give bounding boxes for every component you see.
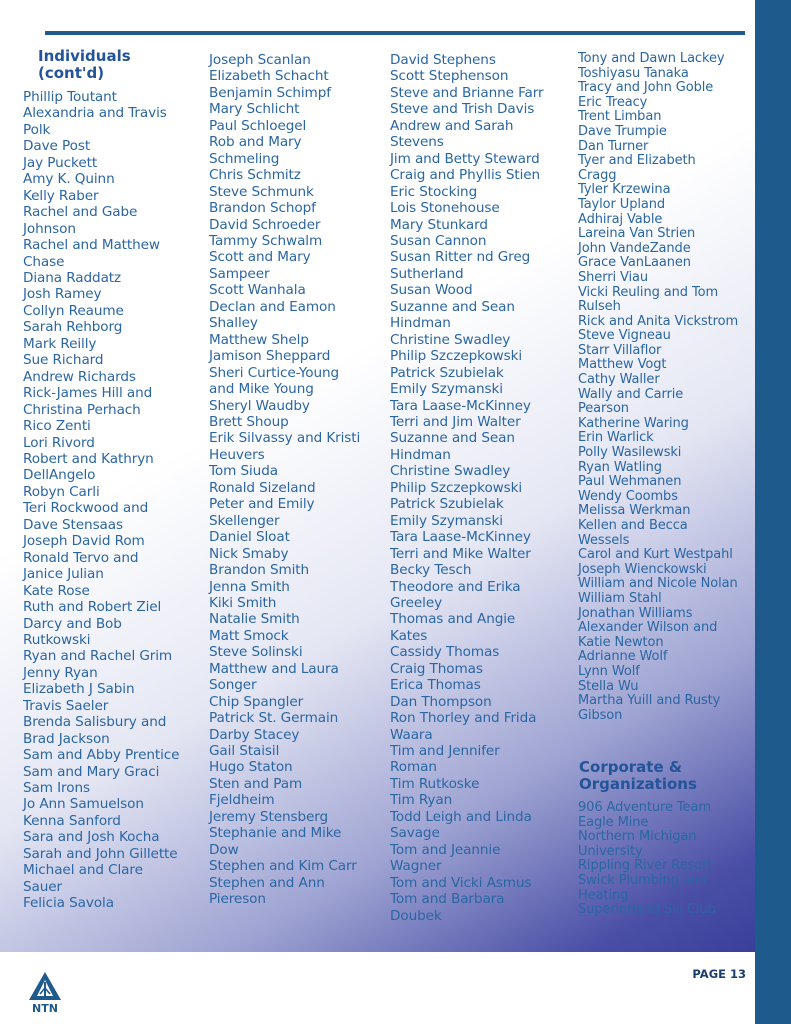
donor-name: Steve and Trish Davis bbox=[390, 101, 535, 118]
donor-name: Christine Swadley bbox=[390, 331, 511, 348]
ntn-logo bbox=[27, 970, 63, 1016]
donor-name: Teri Rockwood and bbox=[23, 500, 149, 517]
donor-name: Brenda Salisbury and bbox=[23, 714, 167, 731]
donor-name: Roman bbox=[390, 759, 437, 776]
donor-name: Tim Rutkoske bbox=[390, 775, 480, 792]
donor-name: Tom and Barbara bbox=[390, 891, 505, 908]
donor-name: Jonathan Williams bbox=[578, 605, 693, 621]
donor-name: Scott Wanhala bbox=[209, 282, 306, 299]
donor-name: Piereson bbox=[209, 891, 266, 908]
donor-name: Janice Julian bbox=[23, 566, 104, 583]
donor-name: Alexander Wilson and bbox=[578, 620, 718, 636]
donor-name: Scott Stephenson bbox=[390, 68, 509, 85]
donor-name: Steve Schmunk bbox=[209, 183, 314, 200]
footer bbox=[0, 952, 755, 1024]
donor-name: Todd Leigh and Linda bbox=[390, 808, 532, 825]
donor-name: Darcy and Bob bbox=[23, 615, 122, 632]
donor-name: Rippling River Resort bbox=[578, 858, 713, 874]
donor-name: Patrick Szubielak bbox=[390, 496, 504, 513]
donor-name: Brad Jackson bbox=[23, 730, 110, 747]
donor-name: Dave Post bbox=[23, 138, 91, 155]
donor-name: Matthew Vogt bbox=[578, 357, 667, 373]
donor-name: Ronald Tervo and bbox=[23, 549, 139, 566]
donor-name: Stella Wu bbox=[578, 678, 639, 694]
donor-name: Peter and Emily bbox=[209, 496, 315, 513]
donor-name: Robyn Carli bbox=[23, 483, 100, 500]
donor-name: Sam and Mary Graci bbox=[23, 763, 160, 780]
donor-name: Taylor Upland bbox=[578, 196, 666, 212]
donor-name: Waara bbox=[390, 726, 433, 743]
donor-name: Lareina Van Strien bbox=[578, 226, 696, 242]
donor-name: Amy K. Quinn bbox=[23, 171, 115, 188]
donor-name: Sara and Josh Kocha bbox=[23, 829, 160, 846]
donor-name: Susan Ritter nd Greg bbox=[390, 249, 531, 266]
right-accent-bar bbox=[755, 0, 791, 1024]
donor-name: University bbox=[578, 843, 643, 859]
donor-name: Mary Schlicht bbox=[209, 101, 300, 118]
donor-name: Dave Trumpie bbox=[578, 123, 667, 139]
donor-name: Sue Richard bbox=[23, 352, 104, 369]
donor-name: Heuvers bbox=[209, 446, 265, 463]
donor-column-3 bbox=[390, 52, 544, 924]
donor-name: Steve and Brianne Farr bbox=[390, 84, 544, 101]
donor-name: Jenny Ryan bbox=[23, 664, 98, 681]
donor-name: Lois Stonehouse bbox=[390, 200, 500, 217]
donor-name: Tom Siuda bbox=[209, 463, 278, 480]
donor-name: Eagle Mine bbox=[578, 814, 649, 830]
donor-name: Wagner bbox=[390, 858, 442, 875]
donor-name: Kellen and Becca bbox=[578, 518, 688, 533]
donor-name: Suzanne and Sean bbox=[390, 430, 515, 447]
donor-name: Polly Wasilewski bbox=[578, 445, 682, 461]
donor-name: Ryan and Rachel Grim bbox=[23, 648, 173, 665]
donor-name: Tara Laase-McKinney bbox=[390, 529, 531, 546]
donor-name: Wendy Coombs bbox=[578, 488, 678, 504]
donor-name: Brandon Schopf bbox=[209, 200, 316, 217]
donor-name: Rachel and Matthew bbox=[23, 237, 160, 254]
donor-name: Stephanie and Mike bbox=[209, 825, 342, 842]
donor-name: Tom and Jeannie bbox=[390, 841, 501, 858]
donor-name: 906 Adventure Team bbox=[578, 800, 711, 815]
donor-name: Doubek bbox=[390, 907, 442, 924]
donor-name: Eric Stocking bbox=[390, 183, 478, 200]
donor-name: Cassidy Thomas bbox=[390, 644, 500, 661]
donor-name: Lynn Wolf bbox=[578, 663, 640, 679]
donor-name: Jo Ann Samuelson bbox=[23, 796, 144, 813]
donor-name: Lori Rivord bbox=[23, 434, 95, 451]
donor-name: Erin Warlick bbox=[578, 430, 654, 446]
donor-name: Melissa Werkman bbox=[578, 503, 691, 519]
donor-name: Rutkowski bbox=[23, 631, 91, 648]
donor-name: Erik Silvassy and Kristi bbox=[209, 430, 361, 447]
donor-name: Elizabeth J Sabin bbox=[23, 681, 135, 698]
donor-name: Sutherland bbox=[390, 265, 464, 282]
donor-name: Kiki Smith bbox=[209, 594, 277, 611]
donor-name: Sauer bbox=[23, 878, 63, 895]
donor-name: Darby Stacey bbox=[209, 726, 300, 743]
donor-name: Shalley bbox=[209, 315, 258, 332]
donor-name: Mary Stunkard bbox=[390, 216, 488, 233]
donor-name: Theodore and Erika bbox=[390, 578, 521, 595]
top-divider bbox=[45, 31, 745, 35]
donor-name: Kates bbox=[390, 627, 428, 644]
donor-name: Jim and Betty Steward bbox=[390, 150, 540, 167]
donor-name: Sarah Rehborg bbox=[23, 319, 123, 336]
donor-name: Brandon Smith bbox=[209, 562, 310, 579]
donor-name: Stevens bbox=[390, 134, 444, 151]
donor-name: Wessels bbox=[578, 532, 630, 548]
donor-name: Steve Solinski bbox=[209, 644, 303, 661]
donor-name: Tammy Schwalm bbox=[209, 232, 323, 249]
donor-name: Kelly Raber bbox=[23, 187, 99, 204]
donor-name: Tyer and Elizabeth bbox=[578, 153, 696, 169]
donor-name: Hugo Staton bbox=[209, 759, 293, 776]
donor-name: Fjeldheim bbox=[209, 792, 275, 809]
corporate-heading-line1: Corporate & bbox=[579, 758, 682, 776]
donor-name: Terri and Mike Walter bbox=[390, 545, 531, 562]
donor-name: Pearson bbox=[578, 401, 629, 417]
donor-name: Philip Szczepkowski bbox=[390, 348, 523, 365]
corporate-list bbox=[578, 801, 716, 918]
donor-name: Sam and Abby Prentice bbox=[23, 747, 180, 764]
donor-name: Declan and Eamon bbox=[209, 298, 336, 315]
donor-name: Greeley bbox=[390, 594, 443, 611]
donor-name: Rob and Mary bbox=[209, 134, 302, 151]
donor-name: Chip Spangler bbox=[209, 693, 304, 710]
donor-name: Tim Ryan bbox=[390, 792, 453, 809]
donor-name: Ronald Sizeland bbox=[209, 479, 316, 496]
donor-name: Rachel and Gabe bbox=[23, 204, 138, 221]
donor-name: Tom and Vicki Asmus bbox=[390, 874, 532, 891]
donor-name: Andrew Richards bbox=[23, 368, 136, 385]
donor-column-2 bbox=[209, 52, 360, 908]
donor-name: Chase bbox=[23, 253, 65, 270]
donor-name: Skellenger bbox=[209, 512, 280, 529]
donor-name: David Schroeder bbox=[209, 216, 321, 233]
donor-name: Nick Smaby bbox=[209, 545, 289, 562]
donor-name: Jenna Smith bbox=[209, 578, 290, 595]
donor-name: Diana Raddatz bbox=[23, 269, 122, 286]
donor-name: Carol and Kurt Westpahl bbox=[578, 547, 733, 563]
donor-name: Toshiyasu Tanaka bbox=[578, 65, 689, 81]
donor-name: Josh Ramey bbox=[23, 286, 102, 303]
donor-name: Grace VanLaanen bbox=[578, 255, 691, 271]
donor-name: Sheryl Waudby bbox=[209, 397, 310, 414]
donor-name: Dan Thompson bbox=[390, 693, 492, 710]
logo-text: NTN bbox=[32, 1002, 58, 1015]
donor-name: Gail Staisil bbox=[209, 743, 280, 760]
donor-name: Tony and Dawn Lackey bbox=[578, 51, 725, 66]
donor-name: and Mike Young bbox=[209, 381, 314, 398]
donor-name: Sherri Viau bbox=[578, 269, 649, 285]
donor-name: Ryan Watling bbox=[578, 459, 662, 475]
donor-name: Hindman bbox=[390, 315, 451, 332]
donor-name: Felicia Savola bbox=[23, 895, 114, 912]
donor-name: Emily Szymanski bbox=[390, 381, 503, 398]
tree-icon bbox=[27, 970, 63, 1002]
donor-name: Cragg bbox=[578, 167, 617, 183]
donor-name: Jamison Sheppard bbox=[209, 348, 331, 365]
donor-name: Scott and Mary bbox=[209, 249, 311, 266]
donor-name: William Stahl bbox=[578, 590, 662, 606]
donor-name: Superiorland Ski Club bbox=[578, 902, 716, 918]
donor-name: Ruth and Robert Ziel bbox=[23, 599, 162, 616]
donor-name: Polk bbox=[23, 121, 51, 138]
donor-name: Steve Vigneau bbox=[578, 328, 671, 344]
donor-name: Northern Michigan bbox=[578, 829, 697, 845]
donor-name: Stephen and Kim Carr bbox=[209, 858, 357, 875]
donor-name: Swick Plumbing and bbox=[578, 872, 707, 888]
donor-name: Mark Reilly bbox=[23, 335, 97, 352]
donor-name: Susan Cannon bbox=[390, 232, 487, 249]
donor-name: Adrianne Wolf bbox=[578, 649, 668, 665]
donor-name: William and Nicole Nolan bbox=[578, 576, 738, 592]
donor-name: Paul Wehmanen bbox=[578, 474, 682, 490]
donor-name: Alexandria and Travis bbox=[23, 105, 167, 122]
donor-name: Erica Thomas bbox=[390, 677, 481, 694]
donor-name: Tracy and John Goble bbox=[578, 80, 714, 96]
donor-name: Sarah and John Gillette bbox=[23, 845, 178, 862]
donor-name: Dan Turner bbox=[578, 138, 649, 154]
donor-name: Travis Saeler bbox=[23, 697, 109, 714]
donor-name: Tara Laase-McKinney bbox=[390, 397, 531, 414]
donor-name: Paul Schloegel bbox=[209, 117, 307, 134]
donor-name: DellAngelo bbox=[23, 467, 96, 484]
donor-name: Rico Zenti bbox=[23, 418, 91, 435]
donor-name: Sten and Pam bbox=[209, 775, 303, 792]
donor-name: Kenna Sanford bbox=[23, 812, 121, 829]
donor-name: Thomas and Angie bbox=[390, 611, 516, 628]
donor-name: Sheri Curtice-Young bbox=[209, 364, 340, 381]
donor-name: Brett Shoup bbox=[209, 413, 289, 430]
donor-name: Joseph David Rom bbox=[23, 533, 145, 550]
donor-name: Andrew and Sarah bbox=[390, 117, 514, 134]
individuals-heading bbox=[38, 48, 131, 82]
donor-name: Hindman bbox=[390, 446, 451, 463]
donor-name: Joseph Scanlan bbox=[209, 52, 311, 68]
donor-name: Trent Limban bbox=[578, 109, 662, 125]
donor-name: Gibson bbox=[578, 707, 623, 723]
donor-name: Becky Tesch bbox=[390, 562, 472, 579]
donor-name: Jeremy Stensberg bbox=[209, 808, 329, 825]
donor-name: Ron Thorley and Frida bbox=[390, 710, 537, 727]
page-number: PAGE 13 bbox=[692, 967, 746, 981]
donor-name: Suzanne and Sean bbox=[390, 298, 515, 315]
donor-name: Katie Newton bbox=[578, 634, 664, 650]
donor-name: Philip Szczepkowski bbox=[390, 479, 523, 496]
donor-name: Joseph Wienckowski bbox=[578, 561, 707, 577]
donor-name: Phillip Toutant bbox=[23, 89, 117, 105]
donor-name: David Stephens bbox=[390, 52, 496, 68]
donor-name: Matthew and Laura bbox=[209, 660, 339, 677]
donor-name: Christina Perhach bbox=[23, 401, 141, 418]
donor-name: Robert and Kathryn bbox=[23, 450, 154, 467]
donor-name: Songer bbox=[209, 677, 257, 694]
donor-name: Sam Irons bbox=[23, 780, 90, 797]
donor-name: Collyn Reaume bbox=[23, 302, 124, 319]
donor-name: Chris Schmitz bbox=[209, 167, 301, 184]
donor-name: Christine Swadley bbox=[390, 463, 511, 480]
donor-name: Susan Wood bbox=[390, 282, 473, 299]
donor-name: John VandeZande bbox=[578, 240, 691, 256]
donor-name: Natalie Smith bbox=[209, 611, 300, 628]
donor-name: Starr Villaflor bbox=[578, 342, 662, 358]
donor-name: Katherine Waring bbox=[578, 415, 689, 431]
donor-column-1 bbox=[23, 89, 179, 912]
donor-name: Benjamin Schimpf bbox=[209, 84, 331, 101]
donor-name: Tyler Krzewina bbox=[578, 182, 671, 198]
donor-name: Elizabeth Schacht bbox=[209, 68, 329, 85]
donor-name: Daniel Sloat bbox=[209, 529, 290, 546]
donor-name: Matt Smock bbox=[209, 627, 289, 644]
donor-name: Heating bbox=[578, 887, 629, 903]
donor-column-4 bbox=[578, 52, 738, 723]
donor-name: Patrick St. Germain bbox=[209, 710, 339, 727]
donor-name: Martha Yuill and Rusty bbox=[578, 693, 721, 709]
donor-name: Rulseh bbox=[578, 299, 621, 315]
donor-name: Rick and Anita Vickstrom bbox=[578, 313, 739, 329]
donor-name: Rick-James Hill and bbox=[23, 385, 153, 402]
donor-name: Matthew Shelp bbox=[209, 331, 309, 348]
donor-name: Johnson bbox=[23, 220, 76, 237]
individuals-heading-line1: Individuals bbox=[38, 47, 131, 65]
donor-name: Dow bbox=[209, 841, 239, 858]
donor-name: Tim and Jennifer bbox=[390, 743, 500, 760]
donor-name: Jay Puckett bbox=[23, 154, 98, 171]
donor-name: Cathy Waller bbox=[578, 372, 660, 388]
donor-name: Eric Treacy bbox=[578, 94, 648, 110]
donor-name: Craig and Phyllis Stien bbox=[390, 167, 541, 184]
donor-name: Patrick Szubielak bbox=[390, 364, 504, 381]
donor-name: Stephen and Ann bbox=[209, 874, 325, 891]
corporate-heading-line2: Organizations bbox=[579, 775, 697, 793]
donor-name: Kate Rose bbox=[23, 582, 90, 599]
corporate-heading bbox=[579, 759, 697, 793]
donor-name: Terri and Jim Walter bbox=[390, 413, 521, 430]
donor-name: Michael and Clare bbox=[23, 862, 143, 879]
donor-name: Wally and Carrie bbox=[578, 386, 684, 402]
donor-name: Craig Thomas bbox=[390, 660, 483, 677]
donor-name: Schmeling bbox=[209, 150, 280, 167]
donor-name: Dave Stensaas bbox=[23, 516, 123, 533]
individuals-heading-line2: (cont'd) bbox=[38, 64, 105, 82]
donor-name: Sampeer bbox=[209, 265, 270, 282]
donor-name: Adhiraj Vable bbox=[578, 211, 663, 227]
donor-name: Emily Szymanski bbox=[390, 512, 503, 529]
donor-name: Savage bbox=[390, 825, 440, 842]
donor-name: Vicki Reuling and Tom bbox=[578, 284, 719, 300]
